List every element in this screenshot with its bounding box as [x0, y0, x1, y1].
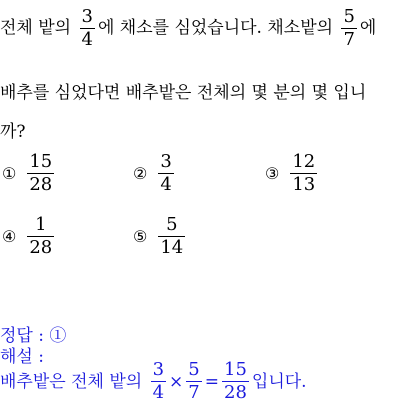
choice-1[interactable]: [2, 153, 57, 194]
solution-text-prefix: 배추밭은 전체 밭의: [0, 371, 143, 392]
solution-label: 해설 :: [0, 347, 44, 367]
solution-fraction-3: [222, 361, 249, 402]
solution-fraction-2: [186, 361, 201, 402]
fraction-numerator: 15: [224, 359, 247, 380]
fraction-denominator: 28: [224, 382, 247, 403]
choice-fraction: [158, 216, 185, 257]
choice-fraction: [290, 153, 317, 194]
solution-text-suffix: 입니다.: [251, 371, 307, 392]
question-text-2: 에 채소를 심었습니다. 채소밭의: [97, 18, 334, 38]
fraction-denominator: 14: [160, 237, 184, 258]
question-text-3: 에: [359, 18, 377, 38]
choice-marker: ②: [133, 164, 148, 183]
choice-marker: ⑤: [133, 227, 148, 246]
choice-fraction: [27, 153, 54, 194]
fraction-denominator: 7: [343, 29, 355, 50]
choice-marker: ③: [265, 164, 280, 183]
choice-fraction: [27, 216, 54, 257]
fraction-denominator: 28: [29, 174, 53, 195]
choice-5[interactable]: [133, 216, 188, 257]
fraction-denominator: 7: [188, 382, 200, 403]
fraction-numerator: 1: [27, 216, 54, 237]
solution-line: [0, 361, 400, 402]
choice-2[interactable]: [133, 153, 177, 194]
question-line-2: 배추를 심었다면 배추밭은 전체의 몇 분의 몇 입니: [0, 83, 367, 103]
choice-4[interactable]: [2, 216, 57, 257]
fraction-numerator: 5: [158, 216, 185, 237]
answer-line: 정답 : ①: [0, 326, 67, 346]
choice-fraction: [158, 153, 173, 194]
fraction-numerator: 3: [160, 151, 172, 172]
fraction-denominator: 4: [152, 382, 165, 403]
fraction-numerator: 3: [81, 6, 93, 27]
fraction-denominator: 28: [29, 237, 53, 258]
question-fraction-1: [80, 8, 95, 49]
choice-marker: ①: [2, 164, 17, 183]
fraction-numerator: 12: [292, 151, 316, 172]
choice-marker: ④: [2, 227, 17, 246]
fraction-numerator: 5: [188, 359, 200, 380]
times-sign: ×: [169, 371, 184, 392]
fraction-denominator: 13: [292, 174, 316, 195]
fraction-numerator: 15: [29, 151, 53, 172]
fraction-numerator: 5: [343, 6, 355, 27]
solution-fraction-1: [151, 361, 166, 402]
fraction-numerator: 3: [152, 359, 165, 380]
question-text-1: 전체 밭의: [0, 18, 72, 38]
choice-3[interactable]: [265, 153, 320, 194]
equals-sign: =: [204, 371, 219, 392]
question-fraction-2: [341, 8, 356, 49]
fraction-denominator: 4: [160, 174, 172, 195]
question-line-3: 까?: [0, 122, 26, 142]
fraction-denominator: 4: [81, 29, 93, 50]
question-line-1: [0, 8, 400, 49]
